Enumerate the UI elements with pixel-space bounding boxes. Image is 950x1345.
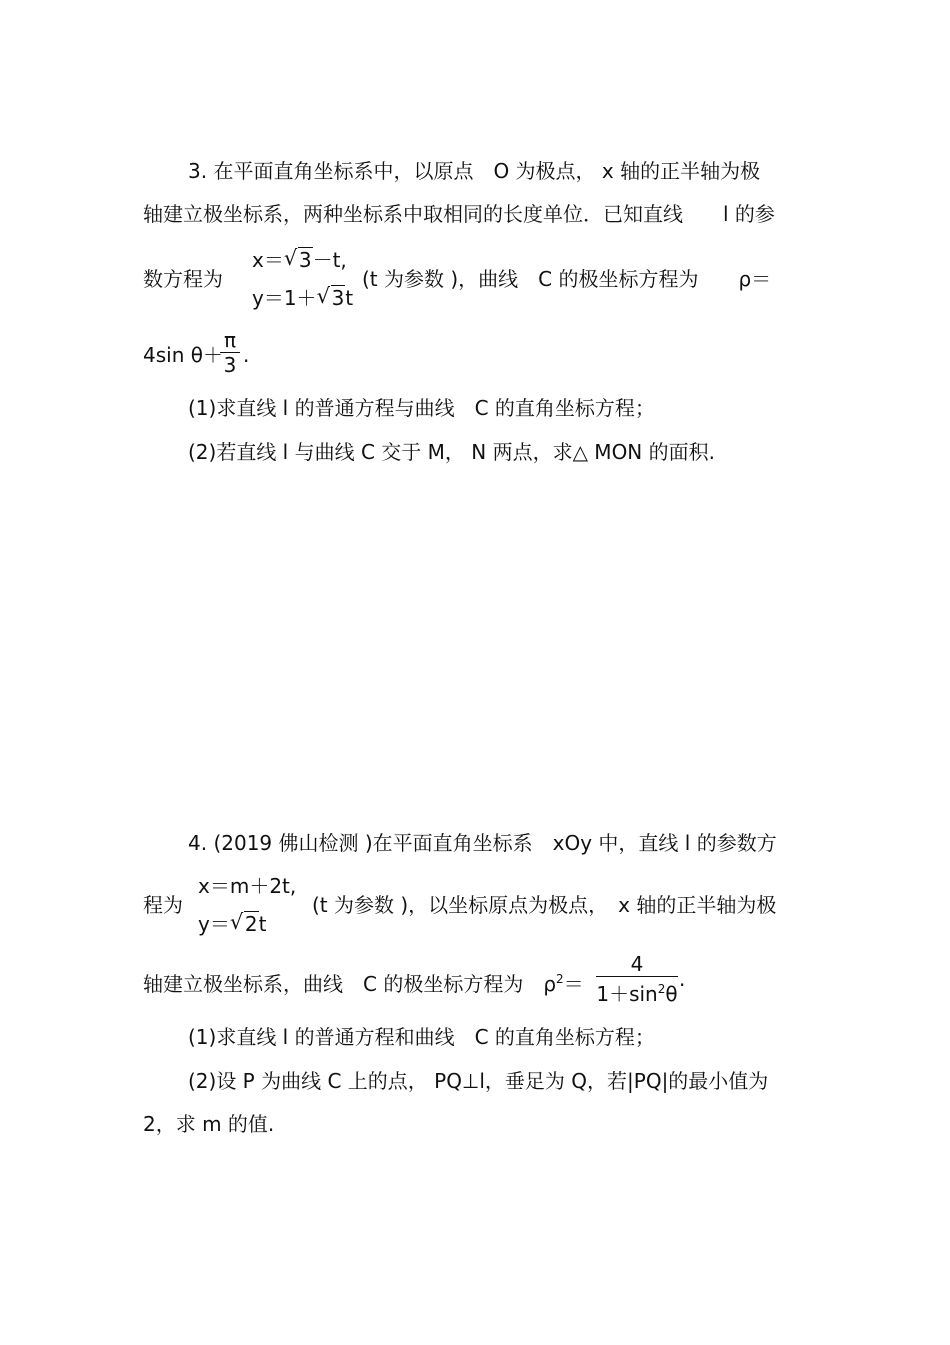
p3-eq-y-right: t bbox=[345, 286, 354, 310]
p3-line-2: 轴建立极坐标系，两种坐标系中取相同的长度单位．已知直线 l 的参 bbox=[143, 202, 775, 226]
p4-frac-den-sq: 2 bbox=[657, 982, 666, 996]
p3-eq-x-right: －t, bbox=[312, 248, 347, 272]
p3-eq-y-root: 3 bbox=[331, 286, 345, 310]
p3-eq-y-left: y＝1＋ bbox=[252, 286, 317, 310]
p4-line-1: 4. (2019 佛山检测 )在平面直角坐标系 xOy 中，直线 l 的参数方 bbox=[188, 831, 777, 855]
p4-fraction bbox=[596, 952, 678, 1006]
p3-eq-x bbox=[252, 247, 347, 273]
p4-eq-y-root: 2 bbox=[244, 912, 258, 936]
p3-frac-den: 3 bbox=[223, 353, 237, 377]
p3-param-suffix: (t 为参数 )，曲线 C 的极坐标方程为 ρ＝ bbox=[362, 267, 772, 291]
p3-line-1: 3. 在平面直角坐标系中，以原点 O 为极点， x 轴的正半轴为极 bbox=[188, 159, 761, 183]
p4-frac-num: 4 bbox=[630, 952, 644, 976]
p4-frac-den-right: θ bbox=[665, 982, 678, 1006]
p4-polar bbox=[143, 966, 584, 997]
p3-eq-y-sqrt bbox=[317, 285, 346, 311]
p3-polar-suffix: . bbox=[243, 343, 250, 367]
p3-question-1: (1)求直线 l 的普通方程与曲线 C 的直角坐标方程； bbox=[188, 396, 655, 420]
p4-eq-x: x＝m＋2t, bbox=[198, 874, 297, 898]
p3-fraction bbox=[220, 328, 240, 377]
p4-question-2-line-2: 2，求 m 的值. bbox=[143, 1112, 275, 1136]
p4-polar-eq: ＝ bbox=[563, 972, 584, 996]
p3-question-2: (2)若直线 l 与曲线 C 交于 M， N 两点，求△ MON 的面积. bbox=[188, 440, 715, 464]
p4-polar-suffix: . bbox=[679, 967, 686, 991]
p4-frac-den-left: 1＋sin bbox=[596, 982, 658, 1006]
p4-question-2-line-1: (2)设 P 为曲线 C 上的点， PQ⊥l，垂足为 Q，若|PQ|的最小值为 bbox=[188, 1069, 769, 1093]
p4-polar-sq: 2 bbox=[556, 972, 564, 986]
p4-eq-y-sqrt bbox=[230, 911, 259, 937]
p4-eq-y-right: t bbox=[258, 912, 267, 936]
p3-eq-x-sqrt bbox=[284, 247, 313, 273]
p3-eq-x-left: x＝ bbox=[252, 248, 284, 272]
p4-polar-prefix: 轴建立极坐标系，曲线 C 的极坐标方程为 ρ bbox=[143, 972, 557, 996]
p3-frac-num: π bbox=[223, 328, 237, 352]
p4-frac-den bbox=[596, 977, 678, 1006]
p3-param-prefix: 数方程为 bbox=[143, 267, 223, 291]
p3-polar-prefix: 4sin θ＋ bbox=[143, 343, 223, 367]
p3-eq-y bbox=[252, 285, 353, 311]
p3-eq-x-root: 3 bbox=[298, 248, 312, 272]
p4-eq-y-left: y＝ bbox=[198, 912, 230, 936]
p4-param-suffix: (t 为参数 )，以坐标原点为极点， x 轴的正半轴为极 bbox=[312, 893, 777, 917]
p4-eq-y bbox=[198, 911, 266, 937]
p4-question-1: (1)求直线 l 的普通方程和曲线 C 的直角坐标方程； bbox=[188, 1025, 655, 1049]
p4-param-prefix: 程为 bbox=[143, 893, 183, 917]
